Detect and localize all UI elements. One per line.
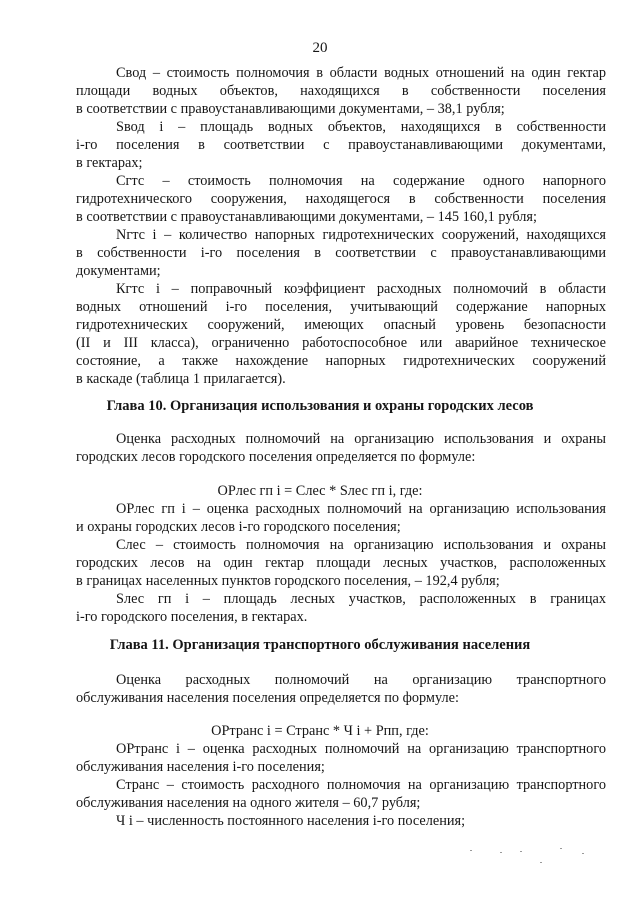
scan-speck (540, 862, 542, 863)
paragraph-line: i-го городского поселения, в гектарах. (76, 609, 308, 625)
paragraph-line: ОРтранс i – оценка расходных полномочий на организацию транспортного (116, 741, 606, 757)
paragraph-line: обслуживания населения i-го поселения; (76, 759, 325, 775)
paragraph-line: в гектарах; (76, 155, 143, 171)
paragraph-line: в соответствии с правоустанавливающими документами, – 145 160,1 рубля; (76, 209, 537, 225)
chapter-10-heading: Глава 10. Организация использования и охраны городских лесов (106, 398, 534, 414)
paragraph-line: ОРлес гп i – оценка расходных полномочий на организацию использования (116, 501, 606, 517)
paragraph-line: Nгтс i – количество напорных гидротехнических сооружений, находящихся (116, 227, 606, 243)
paragraph-line: обслуживания населения на одного жителя – 60,7 рубля; (76, 795, 421, 811)
paragraph-line: в каскаде (таблица 1 прилагается). (76, 371, 286, 387)
paragraph-line: Кгтс i – поправочный коэффициент расходных полномочий в области (116, 281, 606, 297)
forest-formula: ОРлес гп i = Слес * Sлес гп i, где: (217, 483, 423, 499)
paragraph-line: водных отношений i-го поселения, учитывающий содержание напорных (76, 299, 606, 315)
scan-speck (520, 851, 522, 852)
paragraph-line: Свод – стоимость полномочия в области водных отношений на один гектар (116, 65, 606, 81)
paragraph-line: гидротехнического сооружения, находящегося в собственности поселения (76, 191, 606, 207)
scan-speck (560, 848, 562, 849)
page-number: 20 (312, 40, 328, 56)
paragraph-line: в границах населенных пунктов городского поселения, – 192,4 рубля; (76, 573, 500, 589)
paragraph-line: гидротехнических сооружений, имеющих опасный уровень безопасности (76, 317, 606, 333)
paragraph-line: Сгтс – стоимость полномочия на содержание одного напорного (116, 173, 606, 189)
paragraph-line: в соответствии с правоустанавливающими документами, – 38,1 рубля; (76, 101, 505, 117)
scan-speck (582, 853, 584, 854)
paragraph-line: обслуживания населения поселения определяется по формуле: (76, 690, 459, 706)
paragraph-line: Ч i – численность постоянного населения i-го поселения; (116, 813, 466, 829)
paragraph-line: i-го поселения в соответствии с правоустанавливающими документами, (76, 137, 606, 153)
paragraph-line: документами; (76, 263, 161, 279)
paragraph-line: (II и III класса), ограниченно работоспособное или аварийное техническое (76, 335, 606, 351)
paragraph-line: Странс – стоимость расходного полномочия на организацию транспортного (116, 777, 606, 793)
paragraph-line: состояние, а также нахождение напорных гидротехнических сооружений (76, 353, 606, 369)
paragraph-line: Sвод i – площадь водных объектов, находящихся в собственности (116, 119, 606, 135)
paragraph-line: и охраны городских лесов i-го городского поселения; (76, 519, 401, 535)
paragraph-line: городских лесов городского поселения определяется по формуле: (76, 449, 476, 465)
transport-formula: ОРтранс i = Странс * Ч i + Рпп, где: (211, 723, 429, 739)
scan-speck (500, 852, 502, 853)
paragraph-line: в собственности i-го поселения в соответствии с правоустанавливающими (76, 245, 606, 261)
scan-speck (470, 850, 472, 851)
chapter-11-heading: Глава 11. Организация транспортного обслуживания населения (109, 637, 531, 653)
paragraph-line: городских лесов на один гектар площади лесных участков, расположенных (76, 555, 606, 571)
paragraph-line: Оценка расходных полномочий на организацию использования и охраны (116, 431, 606, 447)
paragraph-line: Оценка расходных полномочий на организацию транспортного (116, 672, 606, 688)
paragraph-line: площади водных объектов, находящихся в собственности поселения (76, 83, 606, 99)
paragraph-line: Слес – стоимость полномочия на организацию использования и охраны (116, 537, 606, 553)
paragraph-line: Sлес гп i – площадь лесных участков, расположенных в границах (116, 591, 606, 607)
